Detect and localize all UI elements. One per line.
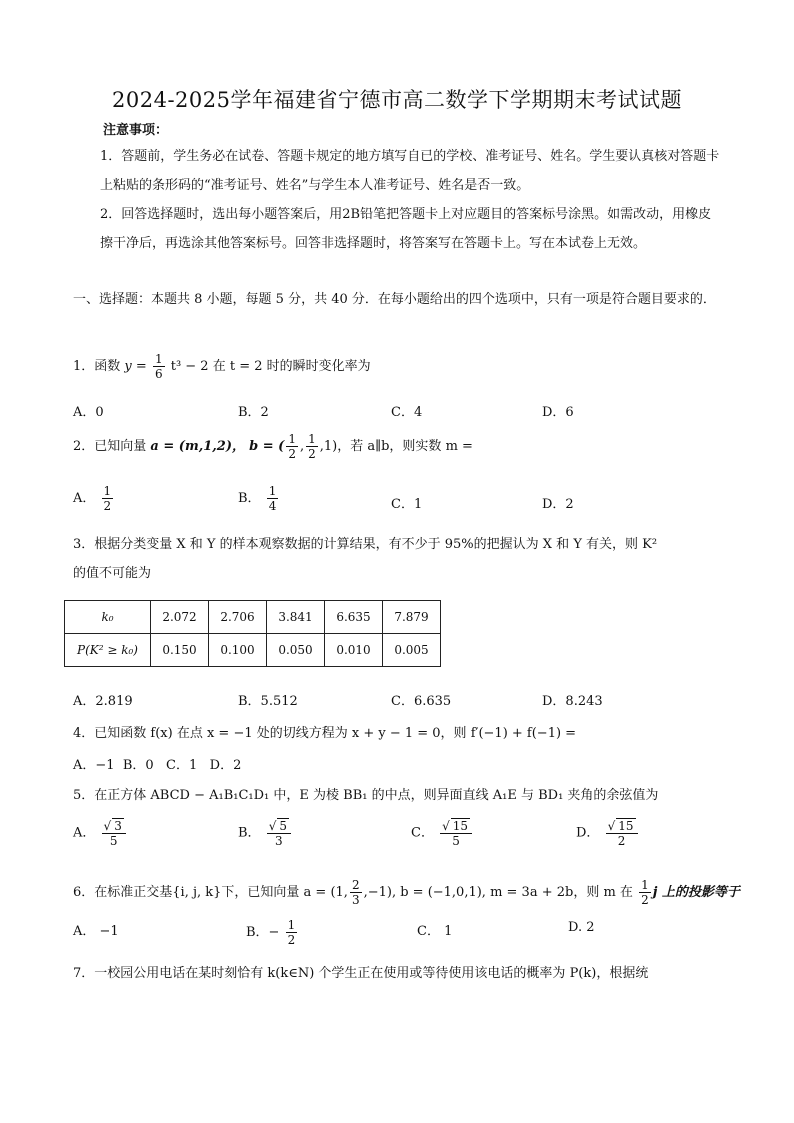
- q5-option-d-den: 2: [617, 834, 626, 848]
- k2-table: [64, 600, 441, 667]
- q6-frac2: [639, 878, 651, 907]
- k2-table-cell: 0.005: [383, 634, 441, 667]
- q5-option-b: [238, 818, 293, 848]
- q6-option-b-label: B．−: [246, 925, 280, 940]
- q2-option-a-frac: [102, 484, 114, 513]
- q5-option-d: [576, 818, 640, 848]
- k2-table-row: [65, 601, 441, 634]
- q2-option-b: [238, 484, 280, 513]
- q1-frac-den: 6: [154, 367, 163, 381]
- q1-frac-num: 1: [154, 352, 163, 366]
- notice-heading: 注意事项：: [103, 123, 169, 138]
- k2-table-cell: 0.100: [209, 634, 267, 667]
- q6-frac1-num: 2: [351, 878, 360, 892]
- q5-option-b-frac: [267, 818, 291, 848]
- q5-option-c: [411, 818, 474, 848]
- page-title: 2024-2025学年福建省宁德市高二数学下学期期末考试试题: [112, 88, 682, 112]
- q6-post: j 上的投影等于: [652, 885, 740, 900]
- q5-option-b-den: 3: [275, 834, 283, 848]
- q1-option-b: B．2: [238, 405, 269, 420]
- q6-frac1-den: 3: [351, 893, 360, 907]
- k2-table-head: k₀: [65, 601, 151, 634]
- k2-table-cell: 0.010: [325, 634, 383, 667]
- q6-frac2-num: 1: [641, 878, 649, 892]
- q6-pre: 6．在标准正交基{i, j, k}下，已知向量 a = (1,: [73, 885, 348, 900]
- q3-line-1: 3．根据分类变量 X 和 Y 的样本观察数据的计算结果，有不少于 95%的把握认为 X 和 Y 有关，则 K²: [73, 537, 658, 552]
- q1-fraction: [153, 352, 165, 381]
- notice-item-2-text: 2．回答选择题时，选出每小题答案后，用2B铅笔把答题卡上对应题目的答案标号涂黑。如需改动，用橡皮擦干净后，再选涂其他答案标号。回答非选择题时，将答案写在答题卡上。写在本试卷上无效。: [100, 207, 712, 251]
- question-4: 4．已知函数 f(x) 在点 x = −1 处的切线方程为 x + y − 1 = 0，则 f′(−1) + f(−1) =: [73, 726, 577, 741]
- question-2: 2．已知向量 a = (m,1,2)， b = ( $\frac{1}{2}$ , $\frac{1}{2}$ ,1)，若 a∥b，则实数 m =: [73, 432, 473, 461]
- q1-option-c: C．4: [391, 405, 423, 420]
- q2-frac1: [286, 432, 298, 461]
- q5-option-a-num: √ 3: [102, 818, 126, 834]
- q3-option-d: D．8.243: [542, 694, 603, 709]
- q6-option-b: [246, 918, 299, 947]
- notice-item-1: [80, 142, 720, 200]
- q5-option-c-label: C．: [411, 825, 434, 841]
- q5-option-a: [73, 818, 128, 848]
- q6-option-c: C． 1: [417, 924, 453, 939]
- q3-option-b: B．5.512: [238, 694, 298, 709]
- q5-option-b-label: B．: [238, 825, 261, 841]
- q2-option-b-den: 4: [268, 499, 277, 513]
- q6-mid: ,−1), b = (−1,0,1), m = 3a + 2b，则 m 在: [363, 885, 633, 900]
- q2-option-b-num: 1: [268, 484, 277, 498]
- q2-option-d: D．2: [542, 497, 574, 512]
- q2-option-a-label: A．: [73, 491, 96, 506]
- q6-frac1: [350, 878, 362, 907]
- q2-option-a-den: 2: [103, 499, 112, 513]
- q6-option-d: D. 2: [568, 920, 595, 935]
- section-heading: 一、选择题：本题共 8 小题，每题 5 分，共 40 分．在每小题给出的四个选项中，只有一项是符合题目要求的．: [73, 292, 716, 307]
- notice-item-2: [80, 200, 720, 258]
- k2-table-cell: 3.841: [267, 601, 325, 634]
- q3-option-c: C．6.635: [391, 694, 452, 709]
- q5-option-d-label: D．: [576, 825, 600, 841]
- q5-option-d-radicand: 15: [618, 819, 634, 833]
- q5-option-c-num: √ 15: [440, 818, 472, 834]
- q5-option-d-frac: [606, 818, 638, 848]
- q2-frac2: [306, 432, 318, 461]
- q3-line-2: 的值不可能为: [73, 566, 152, 581]
- k2-table-head: P(K² ≥ k₀): [65, 634, 151, 667]
- k2-table-cell: 2.706: [209, 601, 267, 634]
- question-7: 7．一校园公用电话在某时刻恰有 k(k∈N) 个学生正在使用或等待使用该电话的概率为 P(k)，根据统: [73, 966, 649, 981]
- q5-option-a-radicand: 3: [114, 819, 122, 833]
- q5-option-c-radicand: 15: [452, 819, 469, 833]
- q6-option-b-den: 2: [287, 933, 296, 947]
- q5-option-a-frac: [102, 818, 126, 848]
- q2-frac2-num: 1: [308, 432, 316, 446]
- q2-frac2-den: 2: [308, 447, 316, 461]
- k2-table-cell: 0.050: [267, 634, 325, 667]
- q5-option-b-radicand: 5: [279, 819, 287, 833]
- notice-item-1-text: 1．答题前，学生务必在试卷、答题卡规定的地方填写自已的学校、准考证号、姓名。学生要认真核对答题卡上粘贴的条形码的“准考证号、姓名”与学生本人准考证号、姓名是否一致。: [100, 149, 720, 193]
- q1-option-d: D．6: [542, 405, 574, 420]
- q2-option-b-frac: [267, 484, 279, 513]
- q2-frac1-num: 1: [288, 432, 296, 446]
- k2-table-cell: 7.879: [383, 601, 441, 634]
- question-1: [73, 352, 371, 381]
- q2-option-a: [73, 484, 115, 513]
- question-6: [73, 878, 740, 907]
- k2-table-row: [65, 634, 441, 667]
- q2-vector-a: a = (m,1,2)，: [150, 439, 245, 454]
- q2-prefix: 2．已知向量: [73, 439, 147, 454]
- k2-table-cell: 0.150: [151, 634, 209, 667]
- q2-option-b-label: B．: [238, 491, 261, 506]
- q1-y: y =: [124, 359, 147, 374]
- question-5: 5．在正方体 ABCD − A₁B₁C₁D₁ 中，E 为棱 BB₁ 的中点，则异面直线 A₁E 与 BD₁ 夹角的余弦值为: [73, 788, 659, 803]
- k2-table-cell: 6.635: [325, 601, 383, 634]
- q5-option-a-den: 5: [109, 834, 118, 848]
- q6-option-b-frac: [286, 918, 298, 947]
- q2-option-c: C．1: [391, 497, 423, 512]
- q1-option-a: A．0: [73, 405, 104, 420]
- q2-b-pre: b = (: [249, 439, 285, 454]
- q2-frac1-den: 2: [288, 447, 296, 461]
- q3-option-a: A．2.819: [73, 694, 133, 709]
- q5-option-d-num: √ 15: [606, 818, 638, 834]
- k2-table-cell: 2.072: [151, 601, 209, 634]
- q5-option-a-label: A．: [73, 825, 96, 841]
- q2-b-post: ,1)，若 a∥b，则实数 m =: [319, 439, 473, 454]
- q5-option-c-frac: [440, 818, 472, 848]
- q5-option-b-num: √ 5: [267, 818, 291, 834]
- q1-prefix: 1．函数: [73, 359, 121, 374]
- q6-frac2-den: 2: [641, 893, 649, 907]
- q6-option-b-num: 1: [287, 918, 296, 932]
- q1-rest: t³ − 2 在 t = 2 时的瞬时变化率为: [170, 359, 371, 374]
- q5-option-c-den: 5: [452, 834, 460, 848]
- q6-option-a: A． −1: [73, 924, 119, 939]
- q4-options: A．−1 B．0 C．1 D．2: [73, 758, 242, 773]
- q2-option-a-num: 1: [103, 484, 112, 498]
